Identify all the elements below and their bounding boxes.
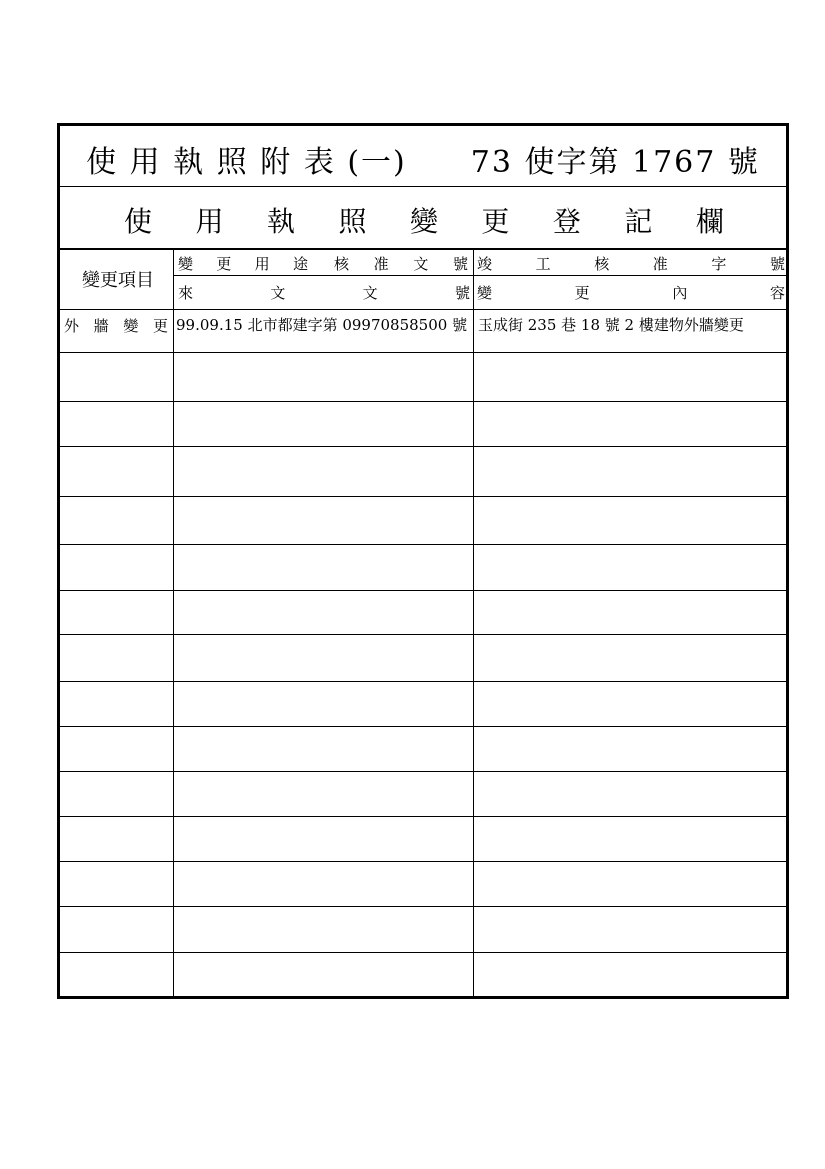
- usage-change-char: 用: [254, 254, 270, 273]
- column-header-item: 變更項目: [82, 270, 154, 291]
- column-header-approval-doc: [334, 252, 468, 274]
- incoming-doc-char: 號: [454, 283, 470, 302]
- table-row-divider: [60, 544, 786, 545]
- completion-char: 竣: [477, 254, 493, 273]
- form-title: [60, 134, 786, 184]
- table-row-content: 玉成街 235 巷 18 號 2 樓建物外牆變更: [478, 316, 744, 334]
- divider: [60, 186, 786, 187]
- change-content-char: 內: [672, 283, 688, 302]
- subtitle-char: 使: [124, 205, 153, 238]
- table-row-divider: [60, 634, 786, 635]
- approval-doc-char: 核: [334, 254, 350, 273]
- completion-char: 准: [652, 254, 668, 273]
- subtitle-char: 記: [624, 205, 653, 238]
- usage-change-char: 途: [292, 254, 308, 273]
- row-item-char: 牆: [93, 317, 109, 335]
- subtitle-char: 欄: [695, 205, 724, 238]
- incoming-doc-char: 來: [178, 283, 194, 302]
- column-divider: [173, 248, 174, 996]
- approval-doc-char: 文: [413, 254, 429, 273]
- table-row-divider: [60, 771, 786, 772]
- row-item-char: 變: [123, 317, 139, 335]
- subtitle-char: 登: [552, 205, 581, 238]
- row-item-char: 更: [152, 317, 168, 335]
- column-header-completion-approval: [477, 252, 785, 274]
- subtitle-char: 照: [338, 205, 367, 238]
- table-row-divider: [60, 496, 786, 497]
- table-row-divider: [60, 681, 786, 682]
- form-title-left: 使 用 執 照 附 表 (一): [86, 145, 407, 180]
- usage-change-char: 更: [216, 254, 232, 273]
- column-header-change-content: [477, 281, 785, 303]
- usage-change-char: 變: [178, 254, 194, 273]
- license-appendix-form: [57, 123, 789, 999]
- table-row-divider: [60, 816, 786, 817]
- row-item-char: 外: [64, 317, 80, 335]
- approval-doc-char: 號: [452, 254, 468, 273]
- subtitle-char: 更: [481, 205, 510, 238]
- column-header-incoming-doc: [178, 281, 470, 303]
- table-row-divider: [60, 401, 786, 402]
- incoming-doc-char: 文: [270, 283, 286, 302]
- table-row-divider: [60, 861, 786, 862]
- completion-char: 核: [594, 254, 610, 273]
- divider: [60, 248, 786, 250]
- table-row-divider: [60, 309, 786, 310]
- approval-doc-char: 准: [373, 254, 389, 273]
- table-row-document: 99.09.15 北市都建字第 09970858500 號: [176, 316, 468, 334]
- form-subtitle: [60, 190, 786, 250]
- table-row-divider: [60, 952, 786, 953]
- column-header-usage-change: [178, 252, 308, 274]
- subtitle-char: 執: [266, 205, 295, 238]
- table-row-divider: [60, 590, 786, 591]
- column-divider: [473, 248, 474, 996]
- table-row-divider: [60, 906, 786, 907]
- change-content-char: 變: [477, 283, 493, 302]
- incoming-doc-char: 文: [362, 283, 378, 302]
- divider: [173, 275, 786, 276]
- completion-char: 字: [711, 254, 727, 273]
- change-content-char: 更: [574, 283, 590, 302]
- completion-char: 工: [535, 254, 551, 273]
- table-row-divider: [60, 726, 786, 727]
- table-row-item: [64, 315, 168, 336]
- license-number: 73 使字第 1767 號: [470, 145, 760, 180]
- table-row-divider: [60, 352, 786, 353]
- subtitle-char: 用: [195, 205, 224, 238]
- subtitle-char: 變: [409, 205, 438, 238]
- completion-char: 號: [769, 254, 785, 273]
- change-content-char: 容: [769, 283, 785, 302]
- table-row-divider: [60, 446, 786, 447]
